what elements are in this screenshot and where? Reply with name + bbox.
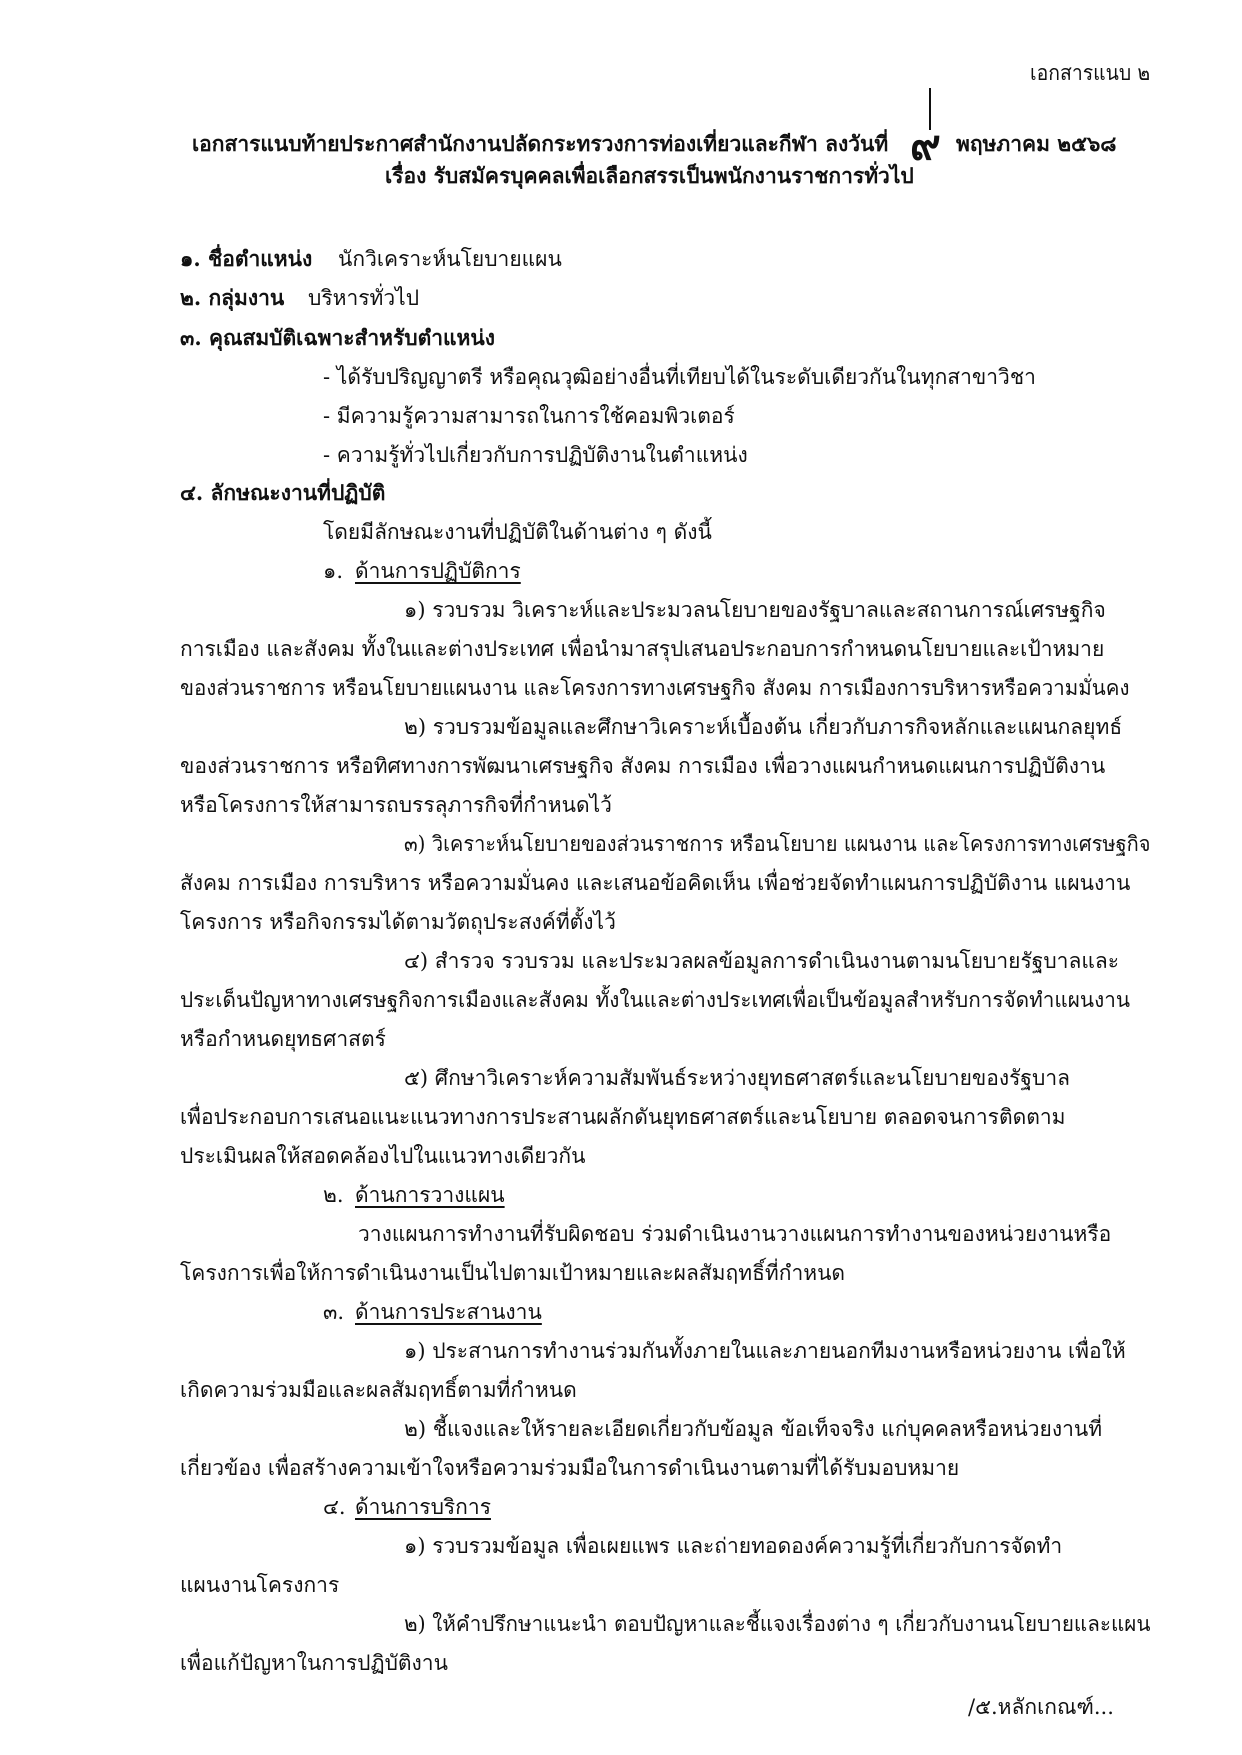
attachment-label: เอกสารแนบ ๒ [1030,61,1151,85]
title-line-1: เอกสารแนบท้ายประกาศสำนักงานปลัดกระทรวงการท่องเที่ยวและกีฬา ลงวันที่ [192,131,889,156]
paragraph-line: หรือกำหนดยุทธศาสตร์ [180,1027,386,1051]
position-value: นักวิเคราะห์นโยบายแผน [338,247,562,271]
subsection-title: ด้านการบริการ [355,1495,491,1519]
duties-heading: ๔. ลักษณะงานที่ปฏิบัติ [180,480,386,505]
qualification-item: - ได้รับปริญญาตรี หรือคุณวุฒิอย่างอื่นที่เทียบได้ในระดับเดียวกันในทุกสาขาวิชา [323,365,1036,389]
paragraph-line: แผนงานโครงการ [180,1573,340,1597]
paragraph-line: ๒) รวบรวมข้อมูลและศึกษาวิเคราะห์เบื้องต้น เกี่ยวกับภารกิจหลักและแผนกลยุทธ์ [404,715,1123,739]
subsection-number: ๔. [323,1495,346,1519]
paragraph-line: ๑) รวบรวม วิเคราะห์และประมวลนโยบายของรัฐบาลและสถานการณ์เศรษฐกิจ [404,598,1106,622]
qualifications-heading: ๓. คุณสมบัติเฉพาะสำหรับตำแหน่ง [180,325,496,350]
paragraph-line: เกิดความร่วมมือและผลสัมฤทธิ์ตามที่กำหนด [180,1378,577,1402]
title-line-2: เรื่อง รับสมัครบุคคลเพื่อเลือกสรรเป็นพนักงานราชการทั่วไป [385,163,914,188]
paragraph-line: หรือโครงการให้สามารถบรรลุภารกิจที่กำหนดไว้ [180,793,612,817]
paragraph-line: ของส่วนราชการ หรือนโยบายแผนงาน และโครงการทางเศรษฐกิจ สังคม การเมืองการบริหารหรือความมั่นคง [180,676,1130,700]
paragraph-line: เพื่อประกอบการเสนอแนะแนวทางการประสานผลักดันยุทธศาสตร์และนโยบาย ตลอดจนการติดตาม [180,1105,1066,1129]
title-month-year: พฤษภาคม ๒๕๖๘ [956,131,1117,156]
position-label: ๑. ชื่อตำแหน่ง [180,246,313,271]
duties-intro: โดยมีลักษณะงานที่ปฏิบัติในด้านต่าง ๆ ดังนี้ [323,520,712,544]
paragraph-line: การเมือง และสังคม ทั้งในและต่างประเทศ เพื่อนำมาสรุปเสนอประกอบการกำหนดนโยบายและเป้าหมาย [180,637,1105,661]
subsection-number: ๒. [323,1183,344,1207]
paragraph-line: ๔) สำรวจ รวบรวม และประมวลผลข้อมูลการดำเนินงานตามนโยบายรัฐบาลและ [404,949,1120,973]
subsection-title: ด้านการปฏิบัติการ [355,559,521,583]
workgroup-label: ๒. กลุ่มงาน [180,285,285,310]
paragraph-line: ๒) ชี้แจงและให้รายละเอียดเกี่ยวกับข้อมูล ข้อเท็จจริง แก่บุคคลหรือหน่วยงานที่ [404,1417,1103,1441]
paragraph-line: เกี่ยวข้อง เพื่อสร้างความเข้าใจหรือความร่วมมือในการดำเนินงานตามที่ได้รับมอบหมาย [180,1456,960,1480]
continuation-note: /๕.หลักเกณฑ์... [968,1695,1114,1719]
paragraph-line: ของส่วนราชการ หรือทิศทางการพัฒนาเศรษฐกิจ สังคม การเมือง เพื่อวางแผนกำหนดแผนการปฏิบัติงาน [180,754,1106,778]
paragraph-line: ประเด็นปัญหาทางเศรษฐกิจการเมืองและสังคม ทั้งในและต่างประเทศเพื่อเป็นข้อมูลสำหรับการจัดทำแผนงาน [180,988,1131,1012]
paragraph-line: เพื่อแก้ปัญหาในการปฏิบัติงาน [180,1651,448,1675]
paragraph-line: ๕) ศึกษาวิเคราะห์ความสัมพันธ์ระหว่างยุทธศาสตร์และนโยบายของรัฐบาล [404,1066,1070,1090]
subsection-number: ๑. [323,559,344,583]
workgroup-value: บริหารทั่วไป [308,286,420,310]
paragraph-line: สังคม การเมือง การบริหาร หรือความมั่นคง และเสนอข้อคิดเห็น เพื่อช่วยจัดทำแผนการปฏิบัติงาน แผนงาน [180,871,1131,895]
subsection-number: ๓. [323,1300,345,1324]
paragraph-line: ๒) ให้คำปรึกษาแนะนำ ตอบปัญหาและชี้แจงเรื่องต่าง ๆ เกี่ยวกับงานนโยบายและแผน [404,1612,1151,1636]
paragraph-line: ประเมินผลให้สอดคล้องไปในแนวทางเดียวกัน [180,1144,586,1168]
qualification-item: - ความรู้ทั่วไปเกี่ยวกับการปฏิบัติงานในตำแหน่ง [323,443,748,467]
paragraph-line: ๑) รวบรวมข้อมูล เพื่อเผยแพร และถ่ายทอดองค์ความรู้ที่เกี่ยวกับการจัดทำ [404,1534,1063,1558]
paragraph-line: ๓) วิเคราะห์นโยบายของส่วนราชการ หรือนโยบาย แผนงาน และโครงการทางเศรษฐกิจ [404,832,1151,856]
subsection-title: ด้านการประสานงาน [355,1300,542,1324]
handwritten-day: ๙ [910,120,941,169]
paragraph-line: ๑) ประสานการทำงานร่วมกันทั้งภายในและภายนอกทีมงานหรือหน่วยงาน เพื่อให้ [404,1339,1126,1363]
subsection-title: ด้านการวางแผน [355,1183,505,1207]
paragraph-line: วางแผนการทำงานที่รับผิดชอบ ร่วมดำเนินงานวางแผนการทำงานของหน่วยงานหรือ [358,1222,1112,1246]
paragraph-line: โครงการ หรือกิจกรรมได้ตามวัตถุประสงค์ที่ตั้งไว้ [180,910,616,934]
qualification-item: - มีความรู้ความสามารถในการใช้คอมพิวเตอร์ [323,404,735,428]
paragraph-line: โครงการเพื่อให้การดำเนินงานเป็นไปตามเป้าหมายและผลสัมฤทธิ์ที่กำหนด [180,1261,846,1285]
